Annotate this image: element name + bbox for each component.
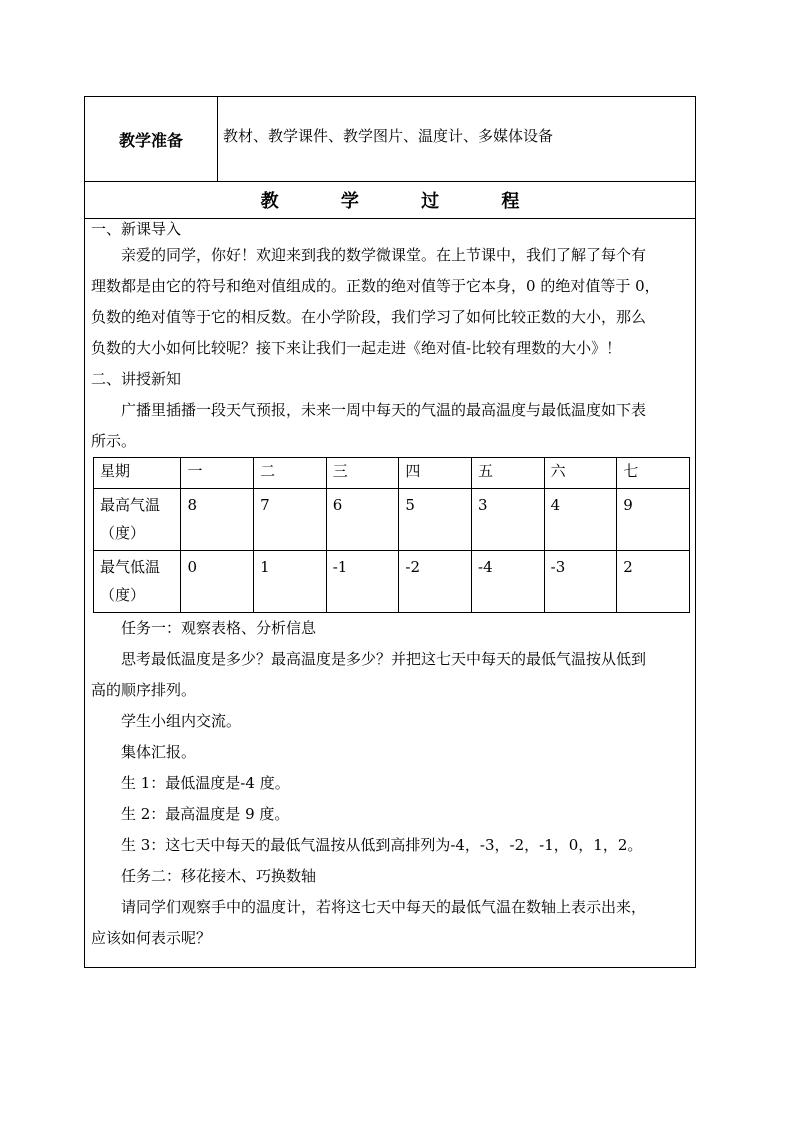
table-cell: 7: [254, 489, 327, 551]
table-header-cell: 四: [399, 458, 472, 489]
table-header-cell: 五: [472, 458, 545, 489]
table-cell: 1: [254, 551, 327, 613]
table-header-row: [94, 458, 690, 489]
process-title: 教 学 过 程: [260, 191, 548, 212]
lesson-plan-table: [84, 96, 696, 968]
table-cell: 9: [617, 489, 690, 551]
table-cell: -4: [472, 551, 545, 613]
student-answer: 生 1：最低温度是-4 度。: [121, 774, 290, 792]
teaching-prep-value: 教材、教学课件、教学图片、温度计、多媒体设备: [223, 127, 554, 145]
table-cell: -3: [544, 551, 617, 613]
paragraph-line: 思考最低温度是多少？最高温度是多少？并把这七天中每天的最低气温按从低到: [121, 650, 647, 668]
table-cell: 5: [399, 489, 472, 551]
paragraph-line: 所示。: [91, 432, 137, 450]
row-label: 最气低温: [100, 558, 161, 576]
prep-divider: [217, 97, 218, 181]
table-header-cell: 三: [326, 458, 399, 489]
table-header-cell: 二: [254, 458, 327, 489]
row-unit: （度）: [100, 524, 146, 542]
row-label-cell: [94, 489, 181, 551]
paragraph-line: 广播里插播一段天气预报，未来一周中每天的气温的最高温度与最低温度如下表: [121, 401, 647, 419]
table-cell: 6: [326, 489, 399, 551]
table-header-cell: 星期: [94, 458, 181, 489]
paragraph-line: 负数的大小如何比较呢？接下来让我们一起走进《绝对值-比较有理数的大小》！: [91, 339, 622, 357]
table-header-cell: 一: [181, 458, 254, 489]
table-cell: 4: [544, 489, 617, 551]
row-label-cell: [94, 551, 181, 613]
table-row-high: [94, 489, 690, 551]
table-cell: 0: [181, 551, 254, 613]
row-label: 最高气温: [100, 496, 161, 514]
student-answer: 生 2：最高温度是 9 度。: [121, 805, 290, 823]
paragraph-line: 请同学们观察手中的温度计，若将这七天中每天的最低气温在数轴上表示出来，: [121, 898, 647, 916]
task-heading: 任务一：观察表格、分析信息: [121, 619, 317, 637]
table-header-cell: 六: [544, 458, 617, 489]
process-content: [91, 218, 687, 954]
paragraph-line: 理数都是由它的符号和绝对值组成的。正数的绝对值等于它本身，0 的绝对值等于 0，: [91, 277, 660, 295]
temperature-table: [93, 457, 690, 613]
table-row-low: [94, 551, 690, 613]
row-unit: （度）: [100, 586, 146, 604]
paragraph-line: 亲爱的同学，你好！欢迎来到我的数学微课堂。在上节课中，我们了解了每个有: [121, 246, 647, 264]
paragraph-line: 集体汇报。: [121, 743, 197, 761]
paragraph-line: 负数的绝对值等于它的相反数。在小学阶段，我们学习了如何比较正数的大小，那么: [91, 308, 647, 326]
task-heading: 任务二：移花接木、巧换数轴: [121, 867, 317, 885]
section-heading: 一、新课导入: [91, 220, 182, 238]
paragraph-line: 应该如何表示呢？: [91, 929, 212, 947]
paragraph-line: 学生小组内交流。: [121, 712, 242, 730]
table-header-cell: 七: [617, 458, 690, 489]
table-cell: 2: [617, 551, 690, 613]
student-answer: 生 3：这七天中每天的最低气温按从低到高排列为-4，-3，-2，-1，0，1，2。: [121, 836, 643, 854]
table-cell: -2: [399, 551, 472, 613]
table-cell: 3: [472, 489, 545, 551]
table-cell: -1: [326, 551, 399, 613]
section-heading: 二、讲授新知: [91, 370, 182, 388]
paragraph-line: 高的顺序排列。: [91, 681, 197, 699]
table-cell: 8: [181, 489, 254, 551]
teaching-prep-label: 教学准备: [118, 130, 183, 150]
